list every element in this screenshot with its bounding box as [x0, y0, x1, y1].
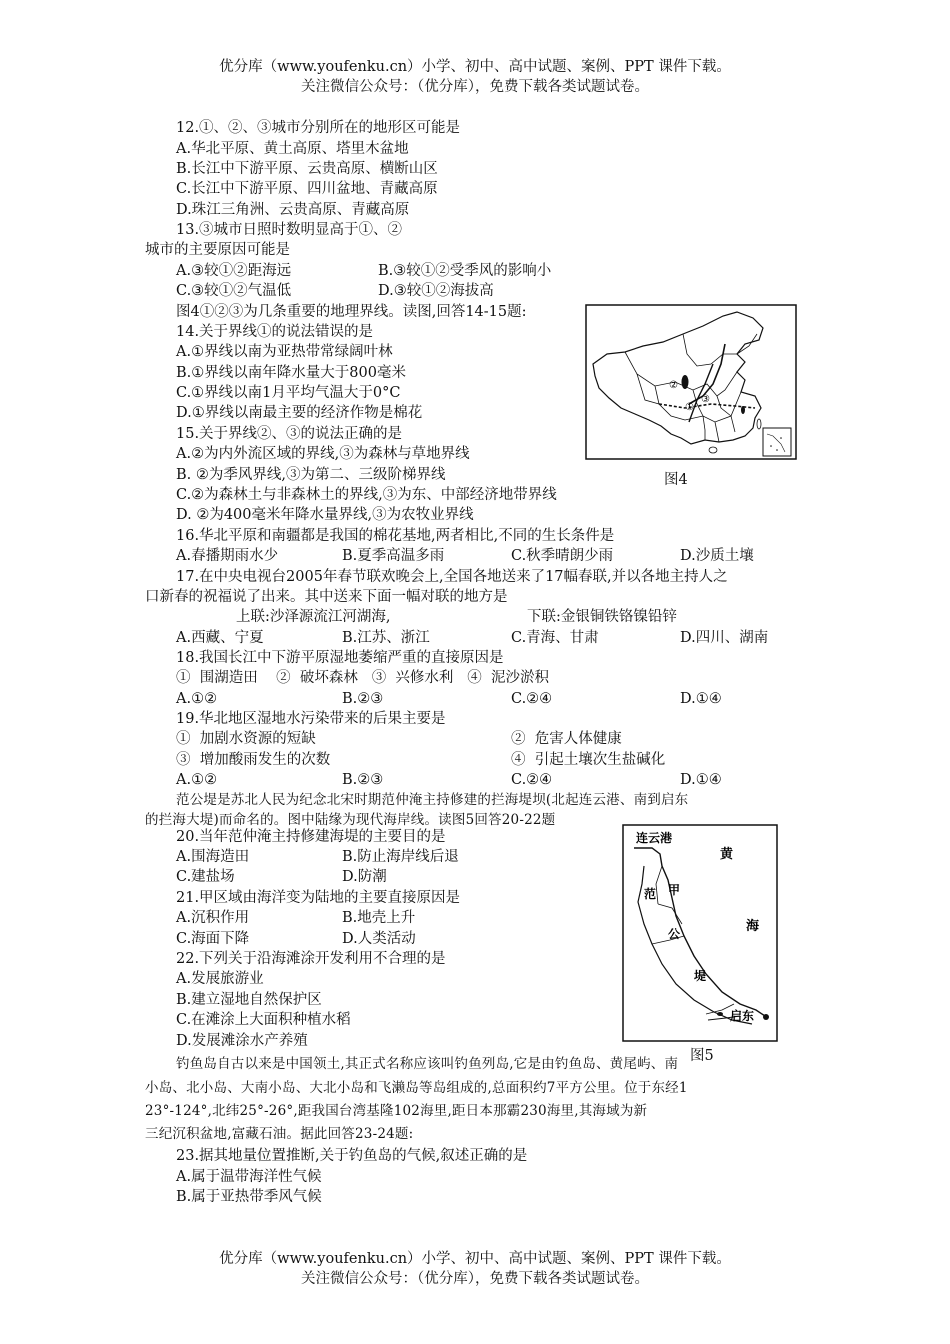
label-lianyungang: 连云港: [636, 831, 673, 845]
q20-option-c: C.建盐场: [176, 869, 235, 885]
q13-stem-1: 13.③城市日照时数明显高于①、②: [176, 222, 403, 238]
q19-option-a: A.①②: [176, 772, 218, 788]
figure-5-fangong-dike-map: [622, 824, 778, 1042]
q19-item-4: ④ 引起土壤次生盐碱化: [511, 752, 666, 768]
q22-option-b: B.建立湿地自然保护区: [176, 992, 322, 1008]
q19-stem: 19.华北地区湿地水污染带来的后果主要是: [176, 711, 446, 727]
q21-option-a: A.沉积作用: [176, 910, 250, 926]
q16-option-c: C.秋季晴朗少雨: [511, 548, 614, 564]
map-label-3: ③: [701, 394, 710, 405]
label-jia: 甲: [668, 883, 681, 897]
q20-option-b: B.防止海岸线后退: [342, 849, 459, 865]
q19-item-1: ① 加剧水资源的短缺: [176, 731, 316, 747]
q18-option-a: A.①②: [176, 691, 218, 707]
footer-line-1: 优分库（www.youfenku.cn）小学、初中、高中试题、案例、PPT 课件下载。: [219, 1251, 731, 1267]
diaoyu-paragraph-1: 钓鱼岛自古以来是中国领土,其正式名称应该叫钓鱼列岛,它是由钓鱼岛、黄尾屿、南: [176, 1056, 679, 1072]
label-hai: 海: [746, 919, 760, 934]
q20-option-d: D.防潮: [342, 869, 387, 885]
q19-option-b: B.②③: [342, 772, 384, 788]
q17-option-a: A.西藏、宁夏: [176, 630, 264, 646]
q15-stem: 15.关于界线②、③的说法正确的是: [176, 426, 403, 442]
header-line-1: 优分库（www.youfenku.cn）小学、初中、高中试题、案例、PPT 课件下载。: [219, 59, 731, 75]
q14-option-b: B.①界线以南年降水量大于800毫米: [176, 365, 406, 381]
q18-option-d: D.①④: [680, 691, 722, 707]
diaoyu-paragraph-3: 23°-124°,北纬25°-26°,距我国台湾基隆102海里,距日本那霸230海里,其海域为新: [145, 1103, 648, 1119]
q18-items: ① 围湖造田 ② 破坏森林 ③ 兴修水利 ④ 泥沙淤积: [176, 670, 549, 686]
footer-line-2: 关注微信公众号：（优分库），免费下载各类试题试卷。: [301, 1271, 649, 1287]
q21-option-d: D.人类活动: [342, 931, 416, 947]
q15-option-a: A.②为内外流区域的界线,③为森林与草地界线: [176, 446, 470, 462]
q22-option-d: D.发展滩涂水产养殖: [176, 1033, 308, 1049]
q16-option-a: A.春播期雨水少: [176, 548, 279, 564]
label-huang: 黄: [720, 847, 734, 862]
q23-option-a: A.属于温带海洋性气候: [176, 1169, 322, 1185]
q17-stem-1: 17.在中央电视台2005年春节联欢晚会上,全国各地送来了17幅春联,并以各地主持人之: [176, 569, 728, 585]
fangong-paragraph-2: 的拦海大堤)而命名的。图中陆缘为现代海岸线。读图5回答20-22题: [145, 812, 556, 828]
q14-stem: 14.关于界线①的说法错误的是: [176, 324, 374, 340]
q13-option-b: B.③较①②受季风的影响小: [378, 263, 552, 279]
fangong-paragraph-1: 范公堤是苏北人民为纪念北宋时期范仲淹主持修建的拦海堤坝(北起连云港、南到启东: [176, 792, 689, 808]
q12-stem: 12.①、②、③城市分别所在的地形区可能是: [176, 120, 461, 136]
q20-stem: 20.当年范仲淹主持修建海堤的主要目的是: [176, 829, 446, 845]
label-fan: 范: [644, 887, 657, 901]
header-line-2: 关注微信公众号：（优分库），免费下载各类试题试卷。: [301, 79, 649, 95]
q22-stem: 22.下列关于沿海滩涂开发利用不合理的是: [176, 951, 446, 967]
q13-stem-2: 城市的主要原因可能是: [145, 242, 290, 258]
q19-option-c: C.②④: [511, 772, 553, 788]
q16-stem: 16.华北平原和南疆都是我国的棉花基地,两者相比,不同的生长条件是: [176, 528, 615, 544]
q16-option-d: D.沙质土壤: [680, 548, 754, 564]
q17-stem-2: 口新春的祝福说了出来。其中送来下面一幅对联的地方是: [145, 589, 508, 605]
q14-option-a: A.①界线以南为亚热带常绿阔叶林: [176, 344, 393, 360]
q17-option-d: D.四川、湖南: [680, 630, 769, 646]
q19-item-3: ③ 增加酸雨发生的次数: [176, 752, 331, 768]
q23-option-b: B.属于亚热带季风气候: [176, 1189, 322, 1205]
q12-option-c: C.长江中下游平原、四川盆地、青藏高原: [176, 181, 438, 197]
figure-5-caption: 图5: [690, 1048, 714, 1064]
label-di: 堤: [694, 969, 707, 983]
q18-option-b: B.②③: [342, 691, 384, 707]
q15-option-d: D. ②为400毫米年降水量界线,③为农牧业界线: [176, 507, 474, 523]
q16-option-b: B.夏季高温多雨: [342, 548, 445, 564]
q18-option-c: C.②④: [511, 691, 553, 707]
label-gong: 公: [668, 927, 681, 941]
q21-option-b: B.地壳上升: [342, 910, 416, 926]
q19-item-2: ② 危害人体健康: [511, 731, 622, 747]
q14-option-d: D.①界线以南最主要的经济作物是棉花: [176, 405, 423, 421]
label-qidong: 启东: [730, 1009, 755, 1023]
diaoyu-paragraph-2: 小岛、北小岛、大南小岛、大北小岛和飞濑岛等岛组成的,总面积约7平方公里。位于东经1: [145, 1080, 688, 1096]
q17-couplet-up: 上联:沙泽源流江河湖海,: [236, 609, 391, 625]
q17-couplet-down: 下联:金银铜铁铬镍铅锌: [527, 609, 677, 625]
q13-option-c: C.③较①②气温低: [176, 283, 292, 299]
fig4-intro: 图4①②③为几条重要的地理界线。读图,回答14-15题:: [176, 304, 527, 320]
q13-option-d: D.③较①②海拔高: [378, 283, 494, 299]
q15-option-b: B. ②为季风界线,③为第二、三级阶梯界线: [176, 467, 446, 483]
diaoyu-paragraph-4: 三纪沉积盆地,富藏石油。据此回答23-24题:: [145, 1126, 414, 1142]
q23-stem: 23.据其地量位置推断,关于钓鱼岛的气候,叙述正确的是: [176, 1148, 528, 1164]
q14-option-c: C.①界线以南1月平均气温大于0°C: [176, 385, 401, 401]
q21-option-c: C.海面下降: [176, 931, 250, 947]
q21-stem: 21.甲区域由海洋变为陆地的主要直接原因是: [176, 890, 461, 906]
q13-option-a: A.③较①②距海远: [176, 263, 292, 279]
figure-4-caption: 图4: [664, 472, 688, 488]
q15-option-c: C.②为森林土与非森林土的界线,③为东、中部经济地带界线: [176, 487, 557, 503]
q20-option-a: A.围海造田: [176, 849, 250, 865]
q17-option-c: C.青海、甘肃: [511, 630, 599, 646]
q12-option-d: D.珠江三角洲、云贵高原、青藏高原: [176, 202, 410, 218]
figure-4-china-map: [585, 304, 797, 460]
q19-option-d: D.①④: [680, 772, 722, 788]
map-label-1: ①: [685, 402, 694, 413]
q12-option-a: A.华北平原、黄土高原、塔里木盆地: [176, 141, 409, 157]
q22-option-a: A.发展旅游业: [176, 971, 264, 987]
q22-option-c: C.在滩涂上大面积种植水稻: [176, 1012, 351, 1028]
q17-option-b: B.江苏、浙江: [342, 630, 430, 646]
map-label-2: ②: [669, 380, 678, 391]
q12-option-b: B.长江中下游平原、云贵高原、横断山区: [176, 161, 438, 177]
q18-stem: 18.我国长江中下游平原湿地萎缩严重的直接原因是: [176, 650, 504, 666]
